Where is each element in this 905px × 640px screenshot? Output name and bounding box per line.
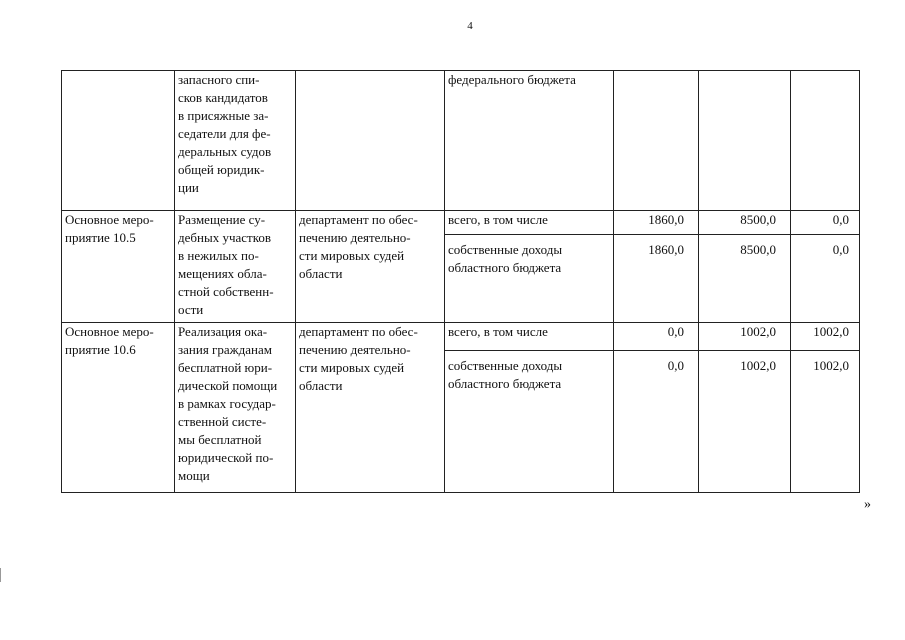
- value-cell: 8500,0: [699, 235, 791, 323]
- value-cell: 0,0: [614, 323, 699, 351]
- margin-mark: [0, 568, 5, 582]
- value-cell: 1002,0: [791, 351, 860, 493]
- table-row-10-5-total: [62, 211, 860, 235]
- activity-cell: Реализация ока- зания гражданам бесплатной юри- дической помощи в рамках государ- ственной систе- мы бесплатной юридической по- мощи: [175, 323, 296, 493]
- value-cell: 0,0: [791, 211, 860, 235]
- table-row-10-6-total: [62, 323, 860, 351]
- value-cell-empty: [791, 71, 860, 211]
- executor-cell: департамент по обес- печению деятельно- сти мировых судей области: [296, 323, 445, 493]
- source-cell: всего, в том числе: [445, 211, 614, 235]
- value-cell: 0,0: [791, 235, 860, 323]
- value-cell: 0,0: [614, 351, 699, 493]
- value-cell: 1860,0: [614, 235, 699, 323]
- source-cell: всего, в том числе: [445, 323, 614, 351]
- activity-cell: Размещение су- дебных участков в нежилых по- мещениях обла- стной собственн- ости: [175, 211, 296, 323]
- value-cell: 1002,0: [699, 351, 791, 493]
- value-cell-empty: [614, 71, 699, 211]
- source-cell: собственные доходы областного бюджета: [445, 351, 614, 493]
- measure-cell: Основное меро- приятие 10.6: [62, 323, 175, 493]
- value-cell: 1860,0: [614, 211, 699, 235]
- source-cell: собственные доходы областного бюджета: [445, 235, 614, 323]
- activity-cell: запасного спи- сков кандидатов в присяжные за- седатели для фе- деральных судов общей юридик- ции: [175, 71, 296, 211]
- page-number: 4: [467, 20, 473, 32]
- table-row-continuation: [62, 71, 860, 211]
- value-cell: 8500,0: [699, 211, 791, 235]
- measure-cell-empty: [62, 71, 175, 211]
- closing-quote: »: [864, 497, 871, 512]
- executor-cell-empty: [296, 71, 445, 211]
- source-cell: федерального бюджета: [445, 71, 614, 211]
- value-cell: 1002,0: [699, 323, 791, 351]
- executor-cell: департамент по обес- печению деятельно- сти мировых судей области: [296, 211, 445, 323]
- program-table: [61, 70, 860, 493]
- value-cell: 1002,0: [791, 323, 860, 351]
- value-cell-empty: [699, 71, 791, 211]
- measure-cell: Основное меро- приятие 10.5: [62, 211, 175, 323]
